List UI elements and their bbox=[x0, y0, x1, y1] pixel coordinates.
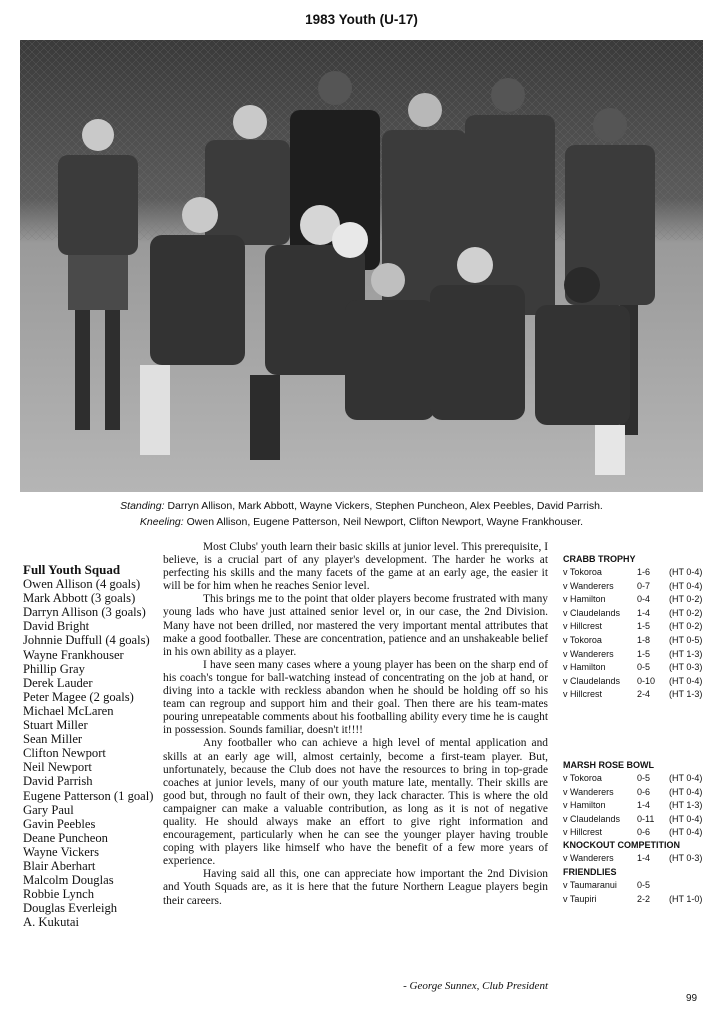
page-number: 99 bbox=[686, 993, 698, 1004]
result-score: 0-6 bbox=[637, 786, 651, 797]
result-score: 0-11 bbox=[637, 813, 655, 824]
section-heading: FRIENDLIES bbox=[563, 867, 617, 877]
team-photo-image bbox=[20, 40, 703, 492]
team-photo bbox=[20, 40, 703, 492]
squad-member: Blair Aberhart bbox=[23, 858, 96, 873]
result-score: 0-4 bbox=[637, 594, 651, 605]
result-row bbox=[563, 826, 713, 840]
result-opp: v Wanderers bbox=[563, 786, 614, 797]
result-opp: v Wanderers bbox=[563, 853, 614, 863]
caption-kneeling: Kneeling: Owen Allison, Eugene Patterson, Neil Newport, Clifton Newport, Wayne Frankhouser. bbox=[139, 516, 584, 528]
squad-member: Neil Newport bbox=[23, 760, 92, 775]
result-row bbox=[563, 799, 713, 813]
results-friendlies bbox=[563, 866, 713, 906]
result-row bbox=[563, 688, 713, 702]
result-ht: (HT 0-4) bbox=[669, 773, 703, 783]
result-row bbox=[563, 893, 713, 907]
result-opp: v Claudelands bbox=[563, 607, 621, 618]
result-opp: v Hillcrest bbox=[563, 621, 603, 632]
result-score: 0-7 bbox=[637, 580, 651, 591]
squad-member: Johnnie Duffull (4 goals) bbox=[23, 633, 150, 648]
result-ht: (HT 0-5) bbox=[669, 634, 703, 645]
caption-standing: Standing: Darryn Allison, Mark Abbott, Wayne Vickers, Stephen Puncheon, Alex Peebles, David Parrish. bbox=[120, 500, 603, 512]
result-row bbox=[563, 634, 713, 648]
result-ht: (HT 0-3) bbox=[669, 853, 703, 863]
squad-member: Michael McLaren bbox=[23, 703, 114, 718]
result-ht: (HT 0-2) bbox=[669, 594, 703, 605]
result-ht: (HT 0-3) bbox=[669, 662, 703, 673]
result-opp: v Hamilton bbox=[563, 800, 606, 811]
results-knockout bbox=[563, 839, 713, 866]
squad-member: Robbie Lynch bbox=[23, 887, 95, 902]
result-opp: v Hillcrest bbox=[563, 689, 603, 700]
squad-member: Phillip Gray bbox=[23, 661, 85, 676]
result-ht: (HT 0-4) bbox=[669, 786, 703, 797]
result-row bbox=[563, 580, 713, 594]
squad-list bbox=[23, 563, 161, 929]
article-paragraph: Having said all this, one can appreciate how important the 2nd Division and Youth Squads are, as it is here that the future Northern League players begin their careers. bbox=[163, 868, 548, 907]
squad-member: Gavin Peebles bbox=[23, 816, 96, 831]
squad-member: Deane Puncheon bbox=[23, 830, 108, 845]
result-ht: (HT 0-4) bbox=[669, 567, 703, 577]
result-ht: (HT 1-3) bbox=[669, 648, 703, 659]
result-opp: v Claudelands bbox=[563, 675, 621, 686]
result-opp: v Taupiri bbox=[563, 893, 597, 904]
result-ht: (HT 0-4) bbox=[669, 675, 703, 686]
squad-member: Stuart Miller bbox=[23, 718, 88, 733]
result-ht: (HT 0-4) bbox=[669, 827, 703, 838]
result-ht: (HT 1-0) bbox=[669, 893, 703, 904]
squad-member: Wayne Frankhouser bbox=[23, 647, 124, 662]
article-signature: - George Sunnex, Club President bbox=[403, 980, 548, 992]
squad-member: Darryn Allison (3 goals) bbox=[23, 605, 146, 620]
result-row bbox=[563, 593, 713, 607]
result-opp: v Claudelands bbox=[563, 813, 621, 824]
result-row bbox=[563, 813, 713, 827]
result-row bbox=[563, 648, 713, 662]
section-heading: MARSH ROSE BOWL bbox=[563, 760, 654, 770]
result-score: 0-5 bbox=[637, 880, 651, 890]
result-score: 0-10 bbox=[637, 675, 656, 686]
result-opp: v Hamilton bbox=[563, 662, 606, 673]
squad-member: David Bright bbox=[23, 619, 90, 634]
article-body bbox=[163, 541, 548, 908]
result-ht: (HT 0-2) bbox=[669, 607, 703, 618]
result-row bbox=[563, 852, 713, 866]
squad-member: Wayne Vickers bbox=[23, 844, 99, 859]
result-opp: v Tokoroa bbox=[563, 634, 602, 645]
squad-member: A. Kukutai bbox=[23, 915, 79, 930]
result-row bbox=[563, 675, 713, 689]
result-ht: (HT 0-4) bbox=[669, 813, 703, 824]
results-marsh bbox=[563, 759, 713, 840]
result-score: 1-6 bbox=[637, 567, 651, 577]
squad-member: Derek Lauder bbox=[23, 675, 93, 690]
football bbox=[332, 222, 368, 258]
squad-member: David Parrish bbox=[23, 774, 93, 789]
result-row bbox=[563, 786, 713, 800]
result-ht: (HT 0-2) bbox=[669, 621, 703, 632]
squad-member: Owen Allison (4 goals) bbox=[23, 577, 141, 592]
result-score: 1-5 bbox=[637, 648, 651, 659]
result-score: 0-5 bbox=[637, 773, 651, 783]
result-row bbox=[563, 566, 713, 580]
squad-member: Douglas Everleigh bbox=[23, 901, 118, 916]
result-ht bbox=[669, 879, 713, 893]
result-score: 2-2 bbox=[637, 893, 651, 904]
squad-member: Peter Magee (2 goals) bbox=[23, 689, 134, 704]
page-title: 1983 Youth (U-17) bbox=[305, 12, 418, 27]
squad-member: Malcolm Douglas bbox=[23, 873, 114, 888]
result-opp: v Hamilton bbox=[563, 594, 606, 605]
results-crabb bbox=[563, 553, 713, 702]
result-ht: (HT 0-4) bbox=[669, 580, 703, 591]
section-heading: CRABB TROPHY bbox=[563, 554, 636, 564]
result-score: 2-4 bbox=[637, 689, 651, 700]
result-opp: v Tokoroa bbox=[563, 773, 602, 783]
result-row bbox=[563, 661, 713, 675]
result-opp: v Wanderers bbox=[563, 648, 614, 659]
result-score: 1-8 bbox=[637, 634, 651, 645]
result-score: 0-6 bbox=[637, 827, 651, 838]
squad-members bbox=[23, 577, 161, 929]
squad-member: Eugene Patterson (1 goal) bbox=[23, 788, 154, 803]
result-score: 1-4 bbox=[637, 607, 651, 618]
squad-member: Sean Miller bbox=[23, 732, 83, 747]
squad-member: Mark Abbott (3 goals) bbox=[23, 591, 136, 606]
article-paragraph: I have seen many cases where a young player has been on the sharp end of his coach's tongue for ball-watching instead of concentrating on the job at hand, or diving into a tackle with reckless abandon when he should be holding off so his team can regroup and support him and their goal. Then there are his team-mates pouring unrepeatable comments about his footballing ability every time he is caught in possession. Sounds familiar, doesn't it!!!! bbox=[163, 658, 548, 737]
squad-heading: Full Youth Squad bbox=[23, 562, 121, 577]
result-ht: (HT 1-3) bbox=[669, 689, 703, 700]
squad-member: Clifton Newport bbox=[23, 746, 106, 761]
result-ht: (HT 1-3) bbox=[669, 800, 703, 811]
result-row bbox=[563, 620, 713, 634]
article-paragraph: Most Clubs' youth learn their basic skills at junior level. This prerequisite, I believe, is a crucial part of any player's development. The harder he works at perfecting his skills and the many facets of the game at an early age, the easier it will be for him when he reaches Senior level. bbox=[163, 541, 548, 593]
result-score: 1-4 bbox=[637, 800, 651, 811]
result-score: 0-5 bbox=[637, 662, 651, 673]
result-row bbox=[563, 607, 713, 621]
result-score: 1-4 bbox=[637, 853, 651, 863]
article-paragraph: Any footballer who can achieve a high level of mental application and skills at an early age will, almost certainly, become a first-team player. But, unfortunately, because the Club does not have the resources to bring in top-grade coaches at junior levels, many of our youth mature late, mentally. Their skills are good but, through no fault of their own, they lack character. This is where the old campaigner can make a valuable contribution, as long as it is not of negative quality. He should always make an effort to give right information and encouragement, particularly when he can see the younger player having trouble coping with players like himself who have the benefit of a few more years of experience. bbox=[163, 737, 548, 868]
squad-member: Gary Paul bbox=[23, 802, 74, 817]
article-paragraph: This brings me to the point that older players become frustrated with many young lads who have just attained senior level or, in our case, the 2nd Division. Many have not been drilled, nor mastered the very important mental attributes that make a good footballer. These are concentration, patience and an unshakeable belief in his own ability as a player. bbox=[163, 593, 548, 658]
result-row bbox=[563, 772, 713, 786]
result-opp: v Tokoroa bbox=[563, 567, 602, 577]
result-row bbox=[563, 879, 713, 893]
section-heading: KNOCKOUT COMPETITION bbox=[563, 840, 680, 850]
result-opp: v Hillcrest bbox=[563, 827, 603, 838]
result-opp: v Taumaranui bbox=[563, 880, 617, 890]
result-score: 1-5 bbox=[637, 621, 651, 632]
result-opp: v Wanderers bbox=[563, 580, 614, 591]
